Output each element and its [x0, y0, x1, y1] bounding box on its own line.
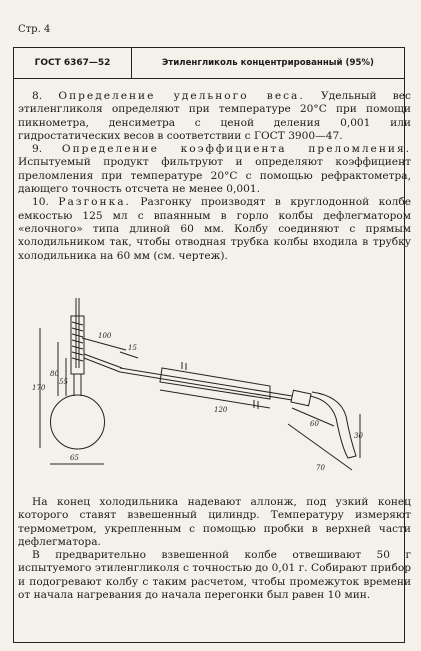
dim-label: 30 — [354, 432, 363, 440]
body-text-top — [18, 90, 411, 263]
para10-heading: Разгонка. — [58, 196, 131, 209]
body-text-bottom — [18, 496, 411, 602]
header — [14, 48, 404, 79]
dim-label: 15 — [128, 344, 137, 352]
page-number: Стр. 4 — [18, 24, 51, 35]
dim-label: 65 — [70, 454, 79, 462]
dim-label: 80 — [50, 370, 59, 378]
distillation-apparatus-drawing — [30, 298, 370, 496]
para8-body: Удельный вес этиленгликоля определяют при температуре 20°С при помощи пикнометра, денсиметра с ценой деления 0,001 или гидростатических весов в соответствии с ГОСТ 3900—47. — [18, 90, 411, 142]
paragraph-allonge: На конец холодильника надевают аллонж, под узкий конец которого ставят взвешенный цилиндр. Температуру измеряют термометром, укрепленным с помощью пробки в верхней части дефлегматора. — [18, 496, 411, 548]
dim-label: 100 — [98, 332, 112, 340]
dim-label: 120 — [214, 406, 228, 414]
para10-body: Разгонку производят в круглодонной колбе емкостью 125 мл с впаянным в горло колбы дефлегматором «елочного» типа длиной 60 мм. Колбу соединяют с прямым холодильником так, чтобы отводная трубка колбы входила в трубку холодильника на 60 мм (см. чертеж). — [18, 196, 412, 262]
para8-number: 8. — [32, 90, 59, 102]
para10-number: 10. — [32, 196, 59, 209]
dim-label: 55 — [59, 378, 68, 386]
paragraph-weighing: В предварительно взвешенной колбе отвешивают 50 г испытуемого этиленгликоля с точностью до 0,01 г. Собирают прибор и подогревают колбу с таким расчетом, чтобы промежуток времени от начала нагревания до начала перегонки был равен 10 мин. — [18, 549, 411, 602]
para9-body: Испытуемый продукт фильтруют и определяют коэффициент преломления при температуре 20°С с помощью рефрактометра, дающего точность отсчета не менее 0,001. — [18, 156, 411, 196]
para9-number: 9. — [32, 143, 62, 156]
paragraph-8 — [18, 90, 411, 143]
paragraph-9 — [18, 143, 411, 196]
para9-heading: Определение коэффициента преломления. — [61, 143, 411, 156]
dim-label: 60 — [310, 420, 319, 428]
dim-label: 70 — [316, 464, 325, 472]
dim-label: 170 — [32, 384, 46, 392]
document-title: Этиленгликоль концентрированный (95%) — [162, 58, 374, 68]
para8-heading: Определение удельного веса. — [58, 90, 305, 102]
gost-number: ГОСТ 6367—52 — [14, 48, 132, 78]
paragraph-10 — [18, 196, 411, 262]
